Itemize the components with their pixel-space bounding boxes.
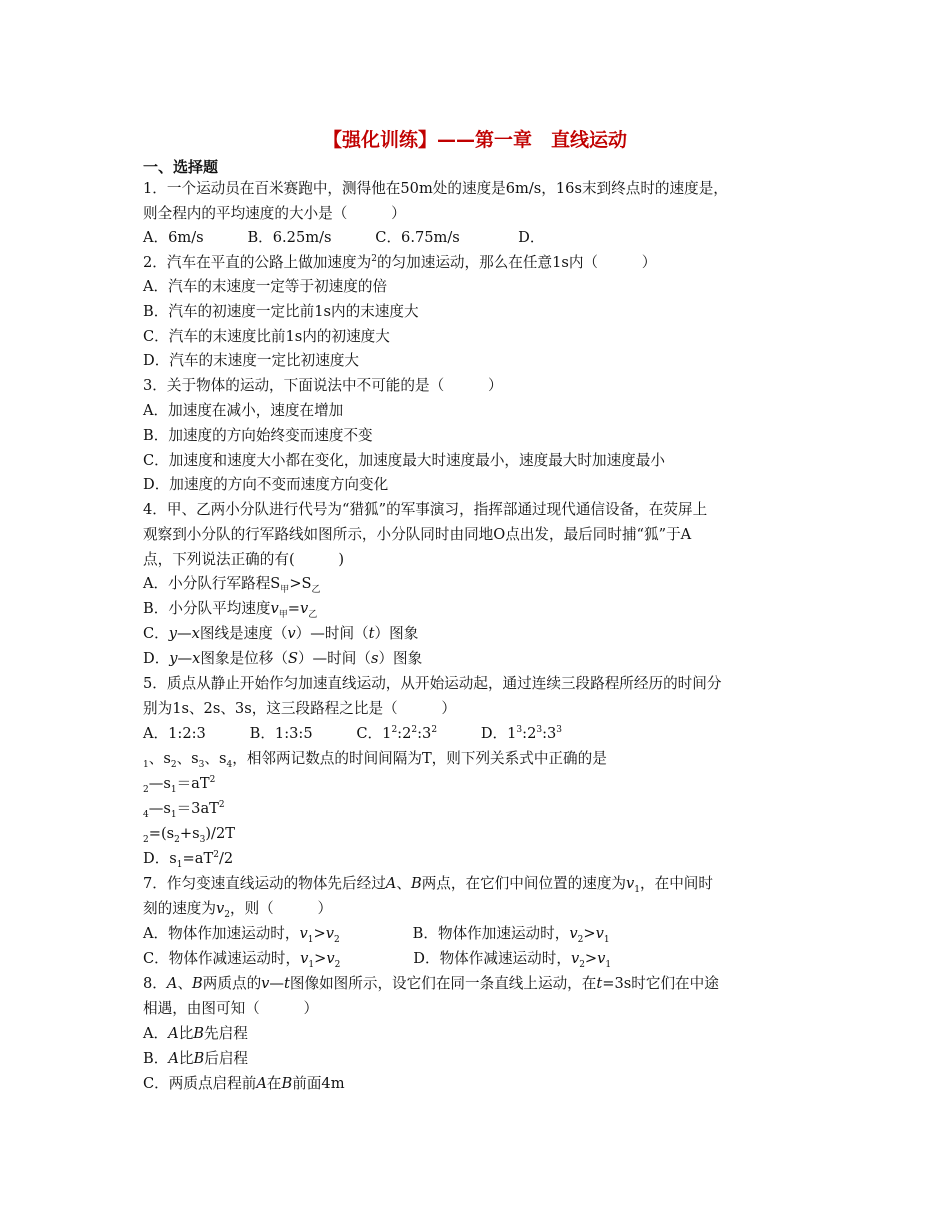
q3-stem: 3．关于物体的运动，下面说法中不可能的是（ ） xyxy=(143,377,503,394)
q3-option-d: D．加速度的方向不变而速度方向变化 xyxy=(143,476,389,493)
q4-line-2: 观察到小分队的行军路线如图所示，小分队同时由同地O点出发，最后同时捕“狐”于A xyxy=(143,526,692,543)
q6-option-d: D．$s_1=aT^2/2$ xyxy=(143,850,234,870)
q6-stem: $_1$、$s_2$、$s_3$、$s_4$，相邻两记数点的时间间隔为T，则下列关系式中正确的是 xyxy=(143,750,607,770)
q5-options: A．1:2:3 B．1:3:5 C．$1^2:2^2:3^2$ D．$1^3:2^3:3^3$ xyxy=(143,725,563,742)
q7-options-cd: C．物体作减速运动时，$v_1>v_2$ D．物体作减速运动时，$v_2>v_1$ xyxy=(143,950,612,970)
q1-line-1: 1．一个运动员在百米赛跑中，测得他在50m处的速度是6m/s，16s末到终点时的速度是， xyxy=(143,180,728,197)
q4-option-a: A．小分队行军路程$S_甲>S_乙$ xyxy=(143,575,321,595)
q5-line-2: 别为1s、2s、3s，这三段路程之比是（ ） xyxy=(143,700,457,717)
q2-option-c: C．汽车的末速度比前1s内的初速度大 xyxy=(143,328,390,345)
q6-option-a: $_2—s_1=aT^2$ xyxy=(143,775,216,795)
q4-option-d: D．y—x图象是位移（S）—时间（s）图象 xyxy=(143,650,423,667)
q5-line-1: 5．质点从静止开始作匀加速直线运动，从开始运动起，通过连续三段路程所经历的时间分 xyxy=(143,675,722,692)
q2-option-a: A．汽车的末速度一定等于初速度的倍 xyxy=(143,278,388,295)
page-title: 【强化训练】——第一章 直线运动 xyxy=(322,129,627,151)
q7-line-1: 7．作匀变速直线运动的物体先后经过A、B两点，在它们中间位置的速度为$v_1$，在中间时 xyxy=(143,875,713,895)
q2-stem: 2．汽车在平直的公路上做加速度为$^2$的匀加速运动，那么在任意1s内（ ） xyxy=(143,254,657,271)
q1-options: A．6m/s B．6.25m/s C．6.75m/s D． xyxy=(143,229,545,246)
q6-option-c: $_2=(s_2+s_3)/2T$ xyxy=(143,825,235,845)
q8-option-b: B．A比B后启程 xyxy=(143,1050,249,1067)
q4-line-1: 4．甲、乙两小分队进行代号为“猎狐”的军事演习，指挥部通过现代通信设备，在荧屏上 xyxy=(143,501,708,518)
q4-option-c: C．y—x图线是速度（v）—时间（t）图象 xyxy=(143,625,419,642)
q7-line-2: 刻的速度为$v_2$，则（ ） xyxy=(143,900,333,920)
q3-option-a: A．加速度在减小，速度在增加 xyxy=(143,402,344,419)
q1-line-2: 则全程内的平均速度的大小是（ ） xyxy=(143,205,406,222)
q7-options-ab: A．物体作加速运动时，$v_1>v_2$ B．物体作加速运动时，$v_2>v_1$ xyxy=(143,925,610,945)
q4-option-b: B．小分队平均速度$v_甲=v_乙$ xyxy=(143,600,318,620)
q8-line-2: 相遇，由图可知（ ） xyxy=(143,1000,319,1017)
q6-option-b: $_4—s_1=3aT^2$ xyxy=(143,800,225,820)
q3-option-c: C．加速度和速度大小都在变化，加速度最大时速度最小，速度最大时加速度最小 xyxy=(143,452,665,469)
q2-option-d: D．汽车的末速度一定比初速度大 xyxy=(143,352,360,369)
q4-line-3: 点，下列说法正确的有( ) xyxy=(143,551,345,568)
q8-option-c: C．两质点启程前A在B前面4m xyxy=(143,1075,345,1092)
q8-line-1: 8．A、B两质点的v—t图像如图所示，设它们在同一条直线上运动，在t=3s时它们在中途 xyxy=(143,975,719,992)
q8-option-a: A．A比B先启程 xyxy=(143,1025,248,1042)
section-heading: 一、选择题 xyxy=(143,158,219,176)
q2-option-b: B．汽车的初速度一定比前1s内的末速度大 xyxy=(143,303,419,320)
q3-option-b: B．加速度的方向始终变而速度不变 xyxy=(143,427,373,444)
